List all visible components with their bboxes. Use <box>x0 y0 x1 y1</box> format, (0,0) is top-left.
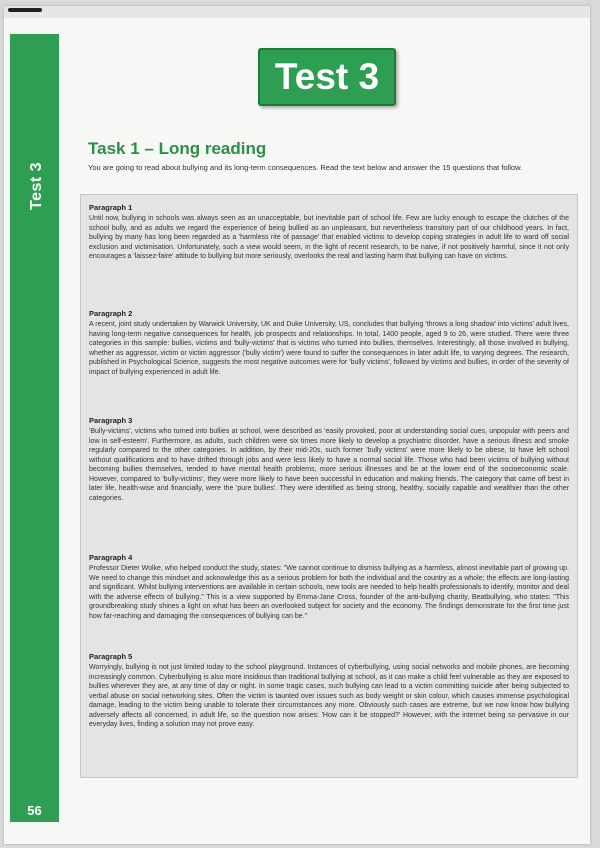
paragraph-text: A recent, joint study undertaken by Warwick University, UK and Duke University, US, concludes that bullying 'throws a long shadow' into victims' adult lives, having long-term negative consequences for health, job prospects and relationships. In total, 1400 people, aged 9 to 26, were studied. There were three categories in this sample: bullies, victims and 'bully-victims' that is victims who turned into bullies, themselves. Interestingly, all those involved in bullying, whether as aggressor, victim or victim aggressor ('bully victim') were found to suffer the consequences in later adult life, to varying degrees. The research, published in Psychological Science, suggests the most negative outcomes were for 'bully victims', followed by victims and bullies, in order of the severity of impact of bullying experienced in adult life. <box>89 321 569 376</box>
paragraph-text: Until now, bullying in schools was always seen as an unacceptable, but inevitable part of school life. Few are lucky enough to escape the clutches of the school bully, and as adults we regard the experience of being bullied as an unpleasant, but nevertheless transitory part of our childhood years. In fact, bullying by many has long been regarded as a 'harmless rite of passage' that enabled victims to develop coping strategies in adult life to ward off social exclusion and victimisation. Unfortunately, such a view would seem, in the light of recent research, to be naive, if not positively harmful, since it not only encourages a 'laissez-faire' attitude to bullying but more seriously, overlooks the real and lasting harm that bullying can have on victims. <box>89 215 569 260</box>
green-sidebar <box>10 34 59 800</box>
paragraph-4 <box>89 553 569 621</box>
paragraph-heading: Paragraph 2 <box>89 309 133 318</box>
paragraph-1 <box>89 203 569 262</box>
paragraph-text: 'Bully-victims', victims who turned into bullies at school, were described as 'easily provoked, poor at understanding social cues, unpopular with peers and low in self-esteem'. Furthermore, as adults, such children were six times more likely to develop a psychiatric disorder, have a serious illness and smoke regularly compared to the other categories. In addition, by their mid-20s, such former 'bully victims' were more likely to be obese, to have left school without qualifications and to have drifted through jobs and were less likely to have a normal social life. Those who had been victims of bullying without becoming bullies themselves, tended to have mental health problems, more serious illnesses and be at the lower end of the socioeconomic scale. However, compared to 'bully-victims', they were more likely to have been successful in education and making friends. The category that came off best in later life, health-wise and financially, were the 'pure bullies'. They were identified as being strong, healthy, socially capable and wealthier than the other categories. <box>89 428 569 502</box>
paragraph-heading: Paragraph 4 <box>89 553 133 562</box>
test-title-badge: Test 3 <box>258 48 396 106</box>
paragraph-text: Professor Dieter Wolke, who helped conduct the study, states: "We cannot continue to dismiss bullying as a harmless, almost inevitable part of growing up. We need to change this mindset and acknowledge this as a serious problem for both the individual and the country as a whole; the effects are long-lasting and significant. Whilst bullying interventions are available in certain schools, new tools are needed to help health professionals to identify, monitor and deal with the adverse effects of bullying." This is a view supported by Emma-Jane Cross, founder of the anti-bullying charity, Beatbullying, who states: "This groundbreaking study shines a light on what has been an overlooked subject for society and the economy. The findings demonstrate for the first time just how far-reaching and damaging the consequences of bullying can be." <box>89 565 569 620</box>
paragraph-text: Worryingly, bullying is not just limited today to the school playground. Instances of cyberbullying, using social networks and mobile phones, are becoming increasingly common. Cyberbullying is also more insidious than traditional bullying at school, as it can make a child feel vulnerable as they are exposed to bullies wherever they are, at any time of day or night. In some tragic cases, such bullying can lead to a victim committing suicide after being subjected to verbal abuse on social networking sites. Often the victim is taunted over issues such as body weight or skin colour, which causes immense psychological damage, leading to the victim being unable to tolerate their circumstances any more. Obviously such cases are extreme, but we now know how bullying adversely affects all concerned, in adult life, so the question now arises: 'How can it be stopped?' However, with the internet being so pervasive in our everyday lives, finding a solution may not prove easy. <box>89 664 569 728</box>
top-strip <box>4 6 590 18</box>
paragraph-5 <box>89 652 569 730</box>
paragraph-heading: Paragraph 1 <box>89 203 133 212</box>
book-page <box>4 6 590 844</box>
page-number: 56 <box>10 800 59 822</box>
paragraph-3 <box>89 416 569 503</box>
task-intro: You are going to read about bullying and its long-term consequences. Read the text below and answer the 15 questions that follow. <box>88 163 523 172</box>
task-title: Task 1 – Long reading <box>88 139 267 158</box>
paragraph-heading: Paragraph 5 <box>89 652 133 661</box>
sidebar-label: Test 3 <box>28 161 45 210</box>
paragraph-2 <box>89 309 569 377</box>
paragraph-heading: Paragraph 3 <box>89 416 133 425</box>
top-dash <box>8 8 42 12</box>
reading-text-box <box>80 194 578 778</box>
